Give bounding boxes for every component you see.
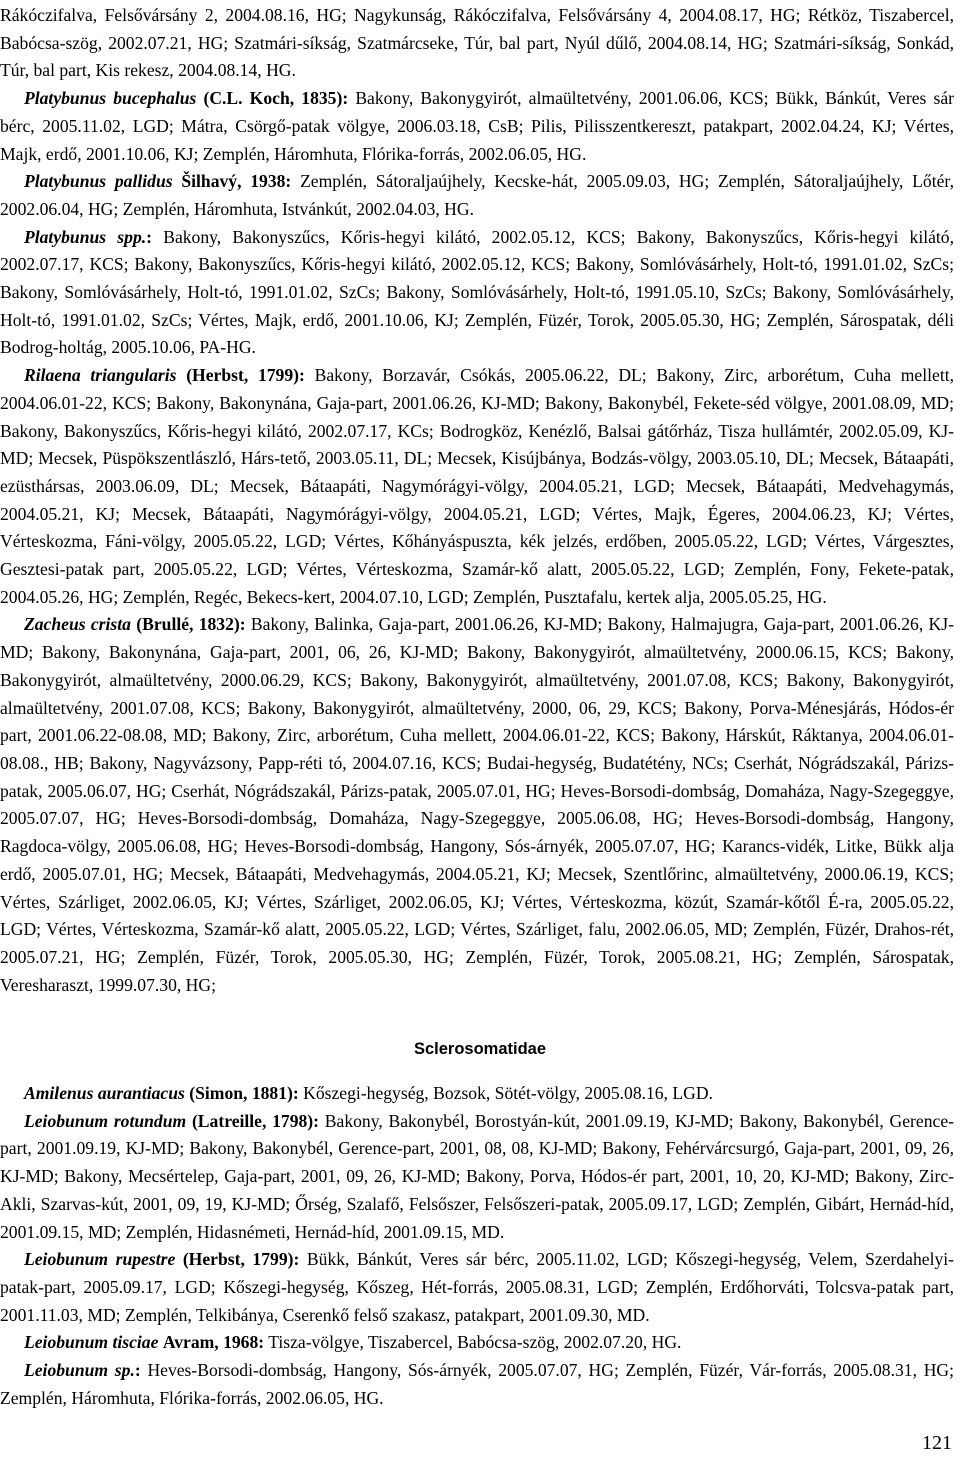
entry-localities: Heves-Borsodi-dombság, Hangony, Sós-árnyék, 2005.07.07, HG; Zemplén, Füzér, Vár-forrás, 2005.08.31, HG; Zemplén, Háromhuta, Flórika-forrás, 2002.06.05, HG. bbox=[0, 1360, 954, 1408]
entry-localities: Bükk, Bánkút, Veres sár bérc, 2005.11.02, LGD; Kőszegi-hegység, Velem, Szerdahelyi-patak-part, 2005.09.17, LGD; Kőszegi-hegység, Kőszeg, Hét-forrás, 2005.08.31, LGD; Zemplén, Erdőhorváti, Tolcsva-patak part, 2001.11.03, MD; Zemplén, Telkibánya, Cserenkő felső szakasz, patakpart, 2001.09.30, MD. bbox=[0, 1249, 955, 1325]
species-entry bbox=[0, 1080, 954, 1108]
species-name: Leiobunum rupestre bbox=[24, 1249, 176, 1270]
entry-localities: Bakony, Borzavár, Csókás, 2005.06.22, DL; Bakony, Zirc, arborétum, Cuha mellett, 2004.06.01-22, KCS; Bakony, Bakonynána, Gaja-part, 2001.06.26, KJ-MD; Bakony, Bakonybél, Fekete-séd völgye, 2001.08.09, MD; Bakony, Bakonyszűcs, Kőris-hegyi kilátó, 2002.07.17, KCs; Bodrogköz, Kenézlő, Balsai gátőrház, Tisza hullámtér, 2002.05.09, KJ-MD; Mecsek, Püspökszentlászló, Hárs-tető, 2003.05.11, DL; Mecsek, Kisújbánya, Bodzás-völgy, 2003.05.10, DL; Mecsek, Bátaapáti, ezüsthársas, 2003.06.09, DL; Mecsek, Bátaapáti, Nagymórágyi-völgy, 2004.05.21, LGD; Mecsek, Bátaapáti, Medvehagymás, 2004.05.21, KJ; Mecsek, Bátaapáti, Nagymórágyi-völgy, 2004.05.21, LGD; Vértes, Majk, Égeres, 2004.06.23, KJ; Vértes, Vérteskozma, Fáni-völgy, 2005.05.22, LGD; Vértes, Kőhányáspuszta, kék jelzés, erdőben, 2005.05.22, LGD; Vértes, Várgesztes, Gesztesi-patak part, 2005.05.22, LGD; Vértes, Vérteskozma, Szamár-kő alatt, 2005.05.22, LGD; Zemplén, Fony, Fekete-patak, 2004.05.26, HG; Zemplén, Regéc, Bekecs-kert, 2004.07.10, LGD; Zemplén, Pusztafalu, kertek alja, 2005.05.25, HG. bbox=[0, 365, 955, 607]
entry-localities: Bakony, Bakonybél, Borostyán-kút, 2001.09.19, KJ-MD; Bakony, Bakonybél, Gerence-part, 2001.09.19, KJ-MD; Bakony, Bakonybél, Gerence-part, 2001, 08, 08, KJ-MD; Bakony, Fehérvárcsurgó, Gaja-part, 2001, 09, 26, KJ-MD; Bakony, Mecsértelep, Gaja-part, 2001, 09, 26, KJ-MD; Bakony, Porva, Hódos-ér part, 2001, 10, 20, KJ-MD; Bakony, Zirc-Akli, Szarvas-kút, 2001, 09, 19, KJ-MD; Őrség, Szalafő, Felsőszer, Felsőszeri-patak, 2005.09.17, LGD; Zemplén, Gibárt, Hernád-híd, 2001.09.15, MD; Zemplén, Hidasnémeti, Hernád-híd, 2001.09.15, MD. bbox=[0, 1110, 954, 1242]
species-name: Platybunus bucephalus bbox=[24, 88, 197, 109]
species-name: Rilaena triangularis bbox=[24, 365, 177, 386]
species-entry bbox=[0, 224, 954, 363]
species-entry bbox=[0, 85, 954, 168]
species-name: Platybunus pallidus bbox=[24, 171, 173, 192]
species-entry bbox=[0, 2, 954, 85]
species-entry bbox=[0, 1108, 954, 1247]
species-author: (Simon, 1881): bbox=[189, 1083, 299, 1103]
species-name: Leiobunum tisciae bbox=[24, 1332, 159, 1353]
species-entry bbox=[0, 611, 954, 999]
entry-localities: Kőszegi-hegység, Bozsok, Sötét-völgy, 2005.08.16, LGD. bbox=[303, 1083, 713, 1103]
species-author: Šilhavý, 1938: bbox=[181, 171, 292, 192]
species-author: : bbox=[146, 226, 153, 247]
species-entry bbox=[0, 362, 954, 611]
species-author: (Herbst, 1799): bbox=[182, 1249, 300, 1270]
species-name: Amilenus aurantiacus bbox=[24, 1083, 185, 1103]
species-entry bbox=[0, 168, 954, 223]
species-records-block bbox=[0, 2, 954, 999]
species-author: Avram, 1968: bbox=[162, 1332, 265, 1353]
species-author: (Brullé, 1832): bbox=[136, 614, 246, 635]
entry-localities: Zemplén, Sátoraljaújhely, Kecske-hát, 2005.09.03, HG; Zemplén, Sátoraljaújhely, Lőtér, 2002.06.04, HG; Zemplén, Háromhuta, Istvánkút, 2002.04.03, HG. bbox=[0, 171, 954, 219]
species-name: Leiobunum sp. bbox=[24, 1360, 135, 1381]
species-name: Leiobunum rotundum bbox=[24, 1110, 187, 1131]
species-entry bbox=[0, 1357, 954, 1412]
species-author: (C.L. Koch, 1835): bbox=[203, 88, 349, 109]
species-author: (Herbst, 1799): bbox=[186, 365, 305, 386]
page-number: 121 bbox=[922, 1432, 952, 1454]
species-entry bbox=[0, 1329, 954, 1357]
entry-localities: Rákóczifalva, Felsővársány 2, 2004.08.16, HG; Nagykunság, Rákóczifalva, Felsővársány 4, 2004.08.17, HG; Rétköz, Tiszabercel, Babócsa-szög, 2002.07.21, HG; Szatmári-síkság, Szatmárcseke, Túr, bal part, Nyúl dűlő, 2004.08.14, HG; Szatmári-síkság, Sonkád, Túr, bal part, Kis rekesz, 2004.08.14, HG. bbox=[0, 5, 954, 81]
species-author: (Latreille, 1798): bbox=[191, 1110, 320, 1131]
species-records-block-2 bbox=[0, 1080, 954, 1412]
species-name: Platybunus spp. bbox=[24, 226, 147, 247]
species-name: Zacheus crista bbox=[24, 614, 131, 635]
section-heading: Sclerosomatidae bbox=[413, 1040, 547, 1058]
species-author: : bbox=[134, 1360, 141, 1381]
entry-localities: Bakony, Bakonyszűcs, Kőris-hegyi kilátó, 2002.05.12, KCS; Bakony, Bakonyszűcs, Kőris-hegyi kilátó, 2002.07.17, KCS; Bakony, Bakonyszűcs, Kőris-hegyi kilátó, 2002.05.12, KCS; Bakony, Somlóvásárhely, Holt-tó, 1991.01.02, SzCs; Bakony, Somlóvásárhely, Holt-tó, 1991.01.02, SzCs; Bakony, Somlóvásárhely, Holt-tó, 1991.05.10, SzCs; Bakony, Somlóvásárhely, Holt-tó, 1991.01.02, SzCs; Vértes, Majk, erdő, 2001.10.06, KJ; Zemplén, Füzér, Torok, 2005.05.30, HG; Zemplén, Sárospatak, déli Bodrog-holtág, 2005.10.06, PA-HG. bbox=[0, 226, 954, 358]
entry-localities: Bakony, Bakonygyirót, almaültetvény, 2001.06.06, KCS; Bükk, Bánkút, Veres sár bérc, 2005.11.02, LGD; Mátra, Csörgő-patak völgye, 2006.03.18, CsB; Pilis, Pilisszentkereszt, patakpart, 2002.04.24, KJ; Vértes, Majk, erdő, 2001.10.06, KJ; Zemplén, Háromhuta, Flórika-forrás, 2002.06.05, HG. bbox=[0, 88, 955, 164]
species-entry bbox=[0, 1246, 954, 1329]
entry-localities: Bakony, Balinka, Gaja-part, 2001.06.26, KJ-MD; Bakony, Halmajugra, Gaja-part, 2001.06.26, KJ-MD; Bakony, Bakonynána, Gaja-part, 2001, 06, 26, KJ-MD; Bakony, Bakonygyirót, almaültetvény, 2000.06.15, KCS; Bakony, Bakonygyirót, almaültetvény, 2000.06.29, KCS; Bakony, Bakonygyirót, almaültetvény, 2001.07.08, KCS; Bakony, Bakonygyirót, almaültetvény, 2001.07.08, KCS; Bakony, Bakonygyirót, almaültetvény, 2000, 06, 29, KCS; Bakony, Porva-Ménesjárás, Hódos-ér part, 2001.06.22-08.08, MD; Bakony, Zirc, arborétum, Cuha mellett, 2004.06.01-22, KCS; Bakony, Hárskút, Ráktanya, 2004.06.01-08.08., HB; Bakony, Nagyvázsony, Papp-réti tó, 2004.07.16, KCS; Budai-hegység, Budatétény, NCs; Cserhát, Nógrádszakál, Párizs-patak, 2005.06.07, HG; Cserhát, Nógrádszakál, Párizs-patak, 2005.07.01, HG; Heves-Borsodi-dombság, Domaháza, Nagy-Szegeggye, 2005.07.07, HG; Heves-Borsodi-dombság, Domaháza, Nagy-Szegeggye, 2005.06.08, HG; Heves-Borsodi-dombság, Hangony, Ragdoca-völgy, 2005.06.08, HG; Heves-Borsodi-dombság, Hangony, Sós-árnyék, 2005.07.07, HG; Karancs-vidék, Litke, Bükk alja erdő, 2005.07.01, HG; Mecsek, Bátaapáti, Medvehagymás, 2004.05.21, KJ; Mecsek, Szentlőrinc, almaültetvény, 2000.06.19, KCS; Vértes, Szárliget, 2002.06.05, KJ; Vértes, Szárliget, 2002.06.05, KJ; Vértes, Vérteskozma, közút, Szamár-kőtől É-ra, 2005.05.22, LGD; Vértes, Vérteskozma, Szamár-kő alatt, 2005.05.22, LGD; Vértes, Szárliget, falu, 2002.06.05, MD; Zemplén, Füzér, Drahos-rét, 2005.07.21, HG; Zemplén, Füzér, Torok, 2005.05.30, HG; Zemplén, Füzér, Torok, 2005.08.21, HG; Zemplén, Sárospatak, Veresharaszt, 1999.07.30, HG; bbox=[0, 614, 954, 995]
entry-localities: Tisza-völgye, Tiszabercel, Babócsa-szög, 2002.07.20, HG. bbox=[268, 1332, 682, 1353]
